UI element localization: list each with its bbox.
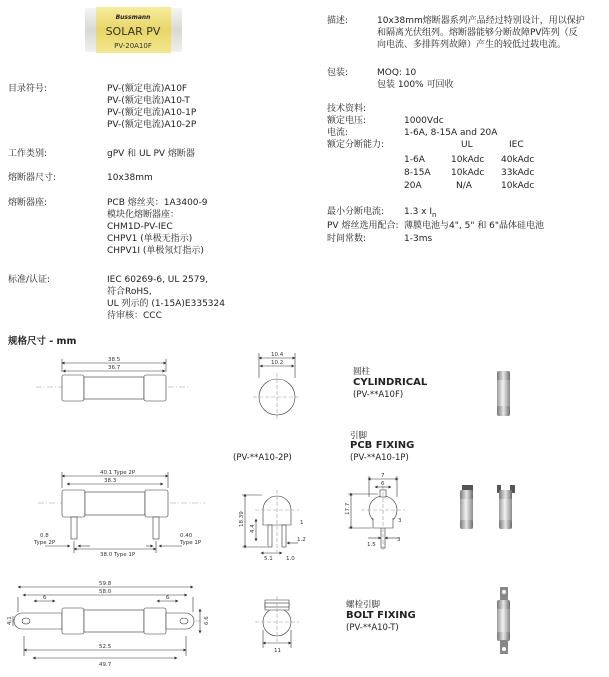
dim-pcb2-h: 18.39	[239, 511, 245, 527]
spec-value-catalog-3: PV-(额定电流)A10-1P	[107, 108, 197, 118]
spec-value-holder-1: PCB 熔丝夹：1A3400-9	[107, 198, 208, 208]
spec-label-catalog: 目录符号:	[8, 84, 48, 94]
variant-pcb2-code: (PV-**A10-2P)	[233, 453, 292, 463]
packaging-label: 包装:	[327, 68, 349, 78]
cylindrical-photo	[497, 371, 510, 416]
dim-bolt-end-w: 11	[274, 648, 281, 654]
dim-pcb1-c: 3	[397, 537, 401, 543]
spec-value-size: 10x38mm	[107, 173, 153, 183]
breaking-header-iec: IEC	[509, 140, 524, 150]
min-break-value: 1.3 x $I_n$	[404, 207, 437, 219]
spec-value-holder-4: CHPV1 (单极无指示)	[107, 234, 193, 244]
spec-value-category: gPV 和 UL PV 熔断器	[107, 149, 195, 159]
packaging-moq: MOQ: 10	[377, 68, 417, 78]
pv-coordination-label: PV 熔丝选用配合:	[327, 221, 399, 231]
dim-pcb-pin-left-val: 0.8	[40, 533, 49, 539]
pv-coordination-value: 薄膜电池与4", 5" 和 6"晶体硅电池	[404, 221, 545, 231]
dim-bolt-hole: 4.1	[7, 616, 13, 625]
dim-pcb-pin-left-type: Type 2P	[34, 540, 56, 546]
variant-cyl-en: CYLINDRICAL	[353, 377, 428, 388]
spec-label-category: 工作类别:	[8, 149, 48, 159]
dim-bolt-len-inner: 58.0	[99, 589, 112, 595]
bolt-end-drawing	[255, 596, 299, 648]
breaking-row-1-current: 1-6A	[404, 155, 425, 165]
dim-pcb2-e: 1	[300, 520, 304, 526]
dim-pcb-pin-right-val: 0.40	[180, 533, 193, 539]
dim-pcb2-a: 4.4	[250, 524, 256, 533]
breaking-header-ul: UL	[461, 140, 473, 150]
dim-pcb2-len-outer: 40.1 Type 2P	[100, 470, 136, 476]
dim-pcb-pin-right-type: Type 1P	[180, 540, 202, 546]
dim-bolt-h: 6.6	[204, 616, 210, 625]
spec-value-holder-2: 模块化熔断器座：	[107, 210, 180, 220]
spec-value-catalog-4: PV-(额定电流)A10-2P	[107, 120, 197, 130]
dim-bolt-bottom-outer: 52.5	[99, 644, 112, 650]
spec-value-holder-3: CHM1D-PV-IEC	[107, 222, 173, 232]
bolt-fixing-photo	[497, 587, 510, 654]
time-constant-label: 时间常数:	[327, 234, 367, 244]
dim-pcb1-a: 6	[381, 481, 385, 487]
product-part-number: PV-20A10F	[114, 42, 152, 50]
dim-cyl-len-outer: 38.5	[108, 357, 121, 363]
dim-bolt-tab: 6	[43, 595, 47, 601]
pcb-2p-end-drawing	[242, 490, 299, 553]
variant-bolt-code: (PV-**A10-T)	[346, 623, 399, 633]
breaking-row-1-iec: 40kAdc	[501, 155, 535, 165]
packaging-recyclable: 包装 100% 可回收	[377, 80, 454, 90]
tech-title: 技术资料:	[327, 104, 367, 114]
dimension-drawings	[0, 340, 609, 677]
description-label: 描述:	[327, 16, 349, 26]
dim-pcb1-len: 38.0 Type 1P	[100, 552, 136, 558]
product-label-text: SOLAR PV	[105, 25, 161, 38]
dim-pcb1-top: 7	[381, 473, 385, 479]
breaking-row-2-current: 8-15A	[404, 168, 431, 178]
dim-pcb2-len-inner: 38.3	[104, 478, 117, 484]
variant-cyl-cn: 圆柱	[353, 367, 371, 377]
dim-bolt-tab2: 6	[166, 595, 170, 601]
variant-cyl-code: (PV-**A10F)	[353, 390, 404, 400]
variant-pcb-en: PCB FIXING	[350, 440, 415, 451]
description-line-3: 向电流、多排阵列故障）产生的较低过载电流。	[377, 40, 567, 50]
dim-bolt-bottom-inner: 49.7	[99, 662, 112, 668]
spec-label-holder: 熔断器座:	[8, 198, 48, 208]
spec-value-catalog-1: PV-(额定电流)A10F	[107, 84, 188, 94]
breaking-row-3-ul: N/A	[456, 181, 472, 191]
dim-pcb2-b: 5.1	[264, 556, 273, 562]
description-line-2: 和隔离光伏组列。熔断器能够分断故障PV阵列（反	[377, 28, 578, 38]
variant-bolt-en: BOLT FIXING	[346, 610, 416, 621]
spec-value-standards-1: IEC 60269-6, UL 2579,	[107, 275, 209, 285]
time-constant-value: 1-3ms	[404, 234, 433, 244]
spec-label-size: 熔断器尺寸:	[8, 173, 57, 183]
spec-value-standards-2: 符合RoHS,	[107, 287, 152, 297]
voltage-label: 额定电压:	[327, 116, 367, 126]
variant-pcb-code: (PV-**A10-1P)	[350, 453, 409, 463]
spec-label-standards: 标准/认证:	[8, 275, 51, 285]
breaking-row-3-iec: 10kAdc	[501, 181, 535, 191]
dim-pcb2-d: 1.2	[297, 537, 306, 543]
dim-pcb2-c: 1.0	[286, 556, 295, 562]
min-break-sub: n	[432, 210, 437, 219]
spec-value-catalog-2: PV-(额定电流)A10-T	[107, 96, 190, 106]
current-value: 1-6A, 8-15A and 20A	[404, 128, 498, 138]
breaking-row-2-iec: 33kAdc	[501, 168, 535, 178]
product-photo	[85, 4, 182, 56]
variant-bolt-cn: 螺栓引脚	[346, 600, 381, 610]
spec-value-standards-4: 待审核：CCC	[107, 311, 162, 321]
voltage-value: 1000Vdc	[404, 116, 444, 126]
pcb-fixing-photo	[460, 485, 515, 529]
description-line-1: 10x38mm熔断器系列产品经过特别设计，用以保护	[377, 16, 585, 26]
dim-bolt-len-outer: 59.8	[99, 581, 112, 587]
product-brand: Bussmann	[115, 14, 151, 21]
dimensions-title: 规格尺寸 - mm	[8, 336, 77, 347]
breaking-row-3-current: 20A	[404, 181, 422, 191]
dim-cyl-len-inner: 36.7	[108, 365, 121, 371]
dim-pcb1-h: 17.7	[345, 502, 351, 515]
min-break-label: 最小分断电流:	[327, 207, 385, 217]
spec-value-holder-5: CHPV1I (单极氖灯指示)	[107, 246, 204, 256]
breaking-row-2-ul: 10kAdc	[451, 168, 485, 178]
spec-value-standards-3: UL 列示的 (1-15A)E335324	[107, 299, 225, 309]
current-label: 电流:	[327, 128, 349, 138]
breaking-label: 额定分断能力:	[327, 140, 385, 150]
breaking-row-1-ul: 10kAdc	[451, 155, 485, 165]
dim-pcb1-d: 3	[398, 518, 402, 524]
dim-end-w-inner: 10.2	[271, 360, 284, 366]
variant-pcb-cn: 引脚	[350, 431, 368, 441]
dim-pcb1-b: 1.5	[367, 542, 376, 548]
dim-end-w-outer: 10.4	[271, 352, 284, 358]
